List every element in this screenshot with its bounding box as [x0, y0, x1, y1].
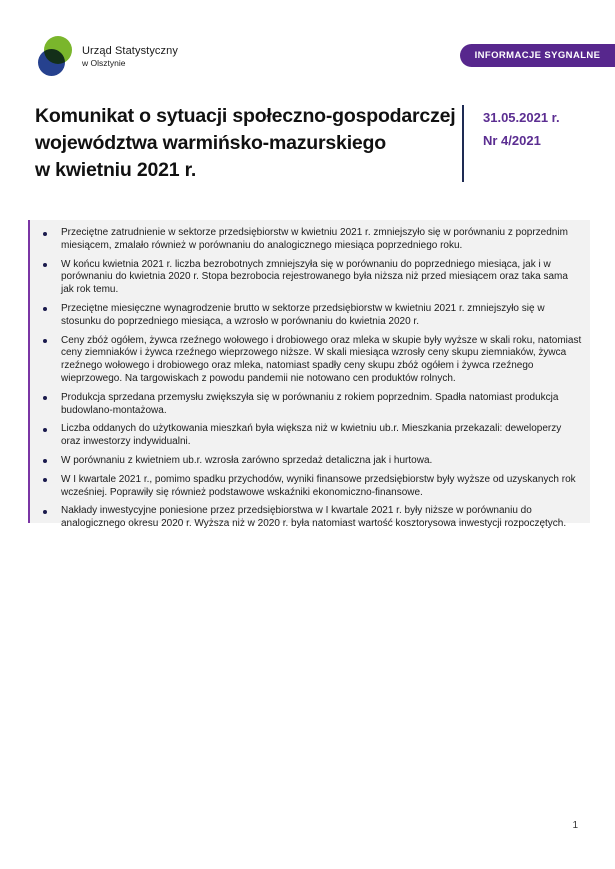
- informacje-sygnalne-badge: [460, 44, 615, 67]
- list-item: [30, 423, 582, 449]
- badge-label: INFORMACJE SYGNALNE: [474, 50, 601, 61]
- bullet-text: W porównaniu z kwietniem ub.r. wzrosła zarówno sprzedaż detaliczna jak i hurtowa.: [61, 454, 433, 466]
- bullet-text: Liczba oddanych do użytkowania mieszkań była większa niż w kwietniu ub.r. Mieszkania przekazali: deweloperzy oraz inwestorzy indywidualni.: [61, 423, 562, 448]
- org-name: Urząd Statystyczny: [82, 45, 178, 57]
- list-item: [30, 227, 582, 253]
- bullet-text: W I kwartale 2021 r., pomimo spadku przychodów, wyniki finansowe przedsiębiorstw były wyższe od uzyskanych rok wcześniej. Poprawiły się również podstawowe wskaźniki ekonomiczno-finansowe.: [61, 473, 576, 498]
- issue-number: Nr 4/2021: [483, 133, 541, 148]
- meta-divider-rule: [462, 105, 464, 182]
- list-item: [30, 505, 582, 531]
- bullet-icon: [43, 339, 47, 343]
- bullet-text: Produkcja sprzedana przemysłu zwiększyła się w porównaniu z rokiem poprzednim. Spadła natomiast produkcja budowlano-montażowa.: [61, 391, 559, 416]
- publication-date: 31.05.2021 r.: [483, 110, 560, 125]
- title-line-3: w kwietniu 2021 r.: [35, 159, 197, 181]
- bullet-icon: [43, 307, 47, 311]
- bullet-icon: [43, 478, 47, 482]
- bullet-icon: [43, 428, 47, 432]
- list-item: [30, 303, 582, 329]
- bullet-icon: [43, 396, 47, 400]
- list-item: [30, 335, 582, 386]
- list-item: [30, 474, 582, 500]
- page-title: [35, 103, 460, 184]
- page-number: 1: [572, 820, 578, 831]
- bullet-text: Przeciętne miesięczne wynagrodzenie brutto w sektorze przedsiębiorstw w kwietniu 2021 r. zmniejszyło się w stosunku do poprzedniego miesiąca, a wzrosło w porównaniu do kwietnia 2020 r.: [61, 302, 545, 327]
- list-item: [30, 455, 582, 468]
- org-place: w Olsztynie: [82, 58, 126, 68]
- summary-highlight-box: [28, 220, 590, 530]
- publication-meta: [483, 106, 560, 152]
- bullet-icon: [43, 232, 47, 236]
- logo-text: [82, 45, 178, 68]
- list-item: [30, 392, 582, 418]
- bullet-icon: [43, 459, 47, 463]
- summary-bullet-list: [30, 227, 582, 531]
- bullet-icon: [43, 263, 47, 267]
- title-line-2: województwa warmińsko-mazurskiego: [35, 132, 386, 154]
- title-line-1: Komunikat o sytuacji społeczno-gospodarczej: [35, 105, 456, 127]
- bullet-icon: [43, 510, 47, 514]
- logo-green-circle: [44, 36, 72, 64]
- statistical-office-logo-icon: [38, 35, 78, 77]
- list-item: [30, 259, 582, 297]
- bullet-text: Przeciętne zatrudnienie w sektorze przedsiębiorstw w kwietniu 2021 r. zmniejszyło się w porównaniu z poprzednim miesiącem, zmalało również w porównaniu do analogicznego miesiąca poprzedniego roku.: [61, 227, 568, 251]
- bullet-text: W końcu kwietnia 2021 r. liczba bezrobotnych zmniejszyła się w porównaniu do poprzedniego miesiąca, jak i w porównaniu do kwietnia 2020 r. Stopa bezrobocia rejestrowanego była niższa niż przed miesiącem oraz taka sama jak rok temu.: [61, 258, 568, 296]
- bullet-text: Ceny zbóż ogółem, żywca rzeźnego wołowego i drobiowego oraz mleka w skupie były wyższe w skali roku, natomiast ceny ziemniaków i żywca rzeźnego wieprzowego niższe. W skali miesiąca wzrosły ceny skupu ziemniaków, żywca rzeźnego wołowego i drobiowego oraz mleka, natomiast spadły ceny skupu zbóż ogółem i żywca rzeźnego wieprzowego. Na targowiskach z powodu pandemii nie notowano cen produktów rolnych.: [61, 334, 582, 384]
- bullet-text: Nakłady inwestycyjne poniesione przez przedsiębiorstwa w I kwartale 2021 r. były niższe w porównaniu do analogicznego okresu 2020 r. Wyższa niż w 2020 r. była natomiast wartość kosztorysowa inwestycji rozpoczętych.: [61, 505, 567, 530]
